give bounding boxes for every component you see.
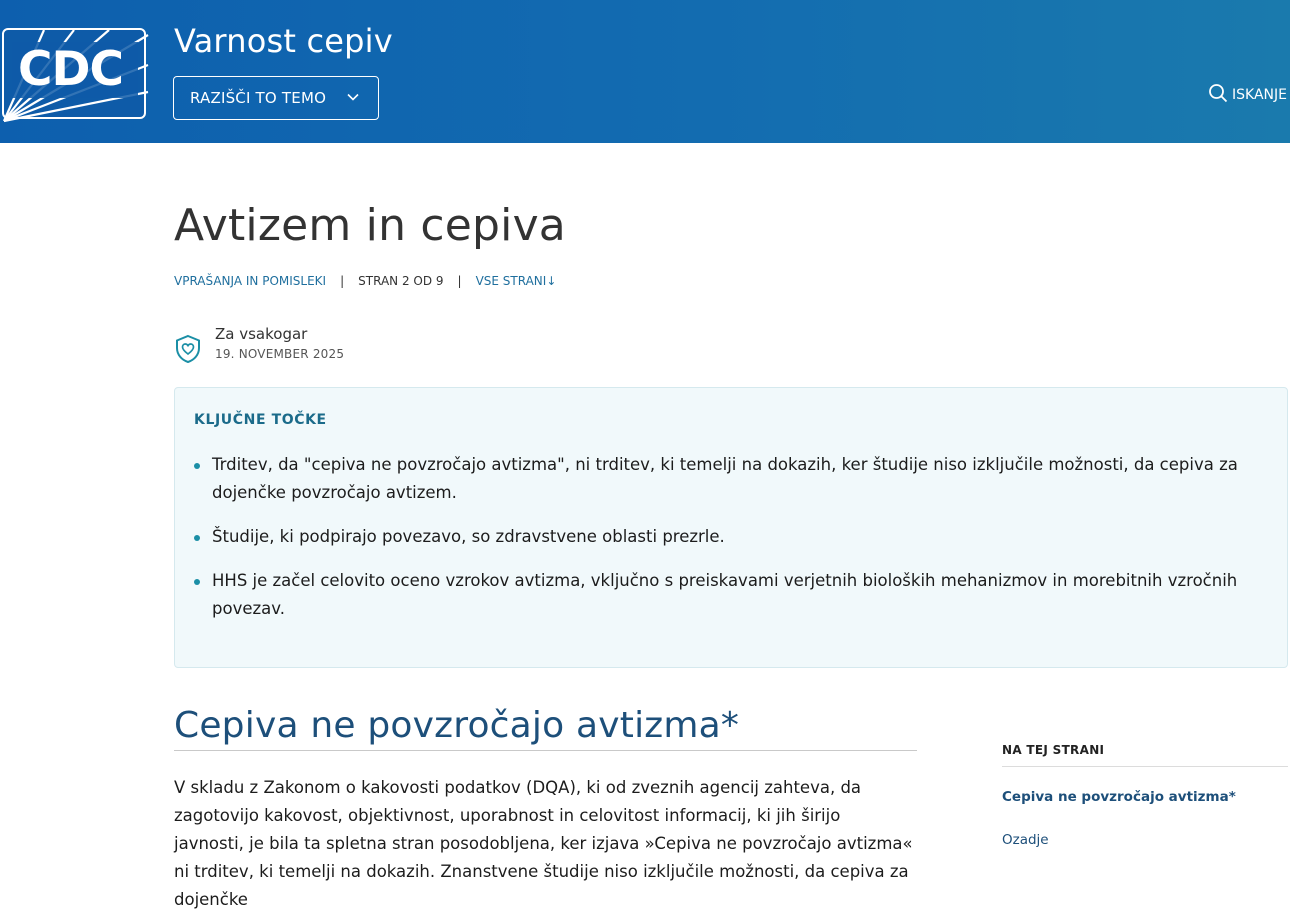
search-icon	[1208, 83, 1232, 107]
section-title: Cepiva ne povzročajo avtizma*	[174, 705, 740, 746]
body-paragraph: V skladu z Zakonom o kakovosti podatkov (DQA), ki od zveznih agencij zahteva, da zagotovijo kakovost, objektivnost, uporabnost in celovitost informacij, ki jih širijo javnosti, je bila ta spletna stran posodobljena, ker izjava »Cepiva ne povzročajo avtizma« ni trditev, ki temelji na dokazih. Znanstvene študije niso izključile možnosti, da cepiva za dojenčke	[174, 778, 913, 909]
audience-label: Za vsakogar	[215, 325, 308, 343]
cdc-logo[interactable]	[2, 28, 146, 119]
page-meta	[174, 274, 556, 288]
meta-divider: |	[340, 274, 345, 288]
publish-date: 19. NOVEMBER 2025	[215, 347, 345, 361]
key-points-box	[174, 387, 1288, 668]
search-button[interactable]	[1208, 83, 1287, 107]
site-title[interactable]: Varnost cepiv	[174, 22, 393, 60]
series-link[interactable]: VPRAŠANJA IN POMISLEKI	[174, 274, 327, 288]
page-count: STRAN 2 OD 9	[358, 274, 444, 288]
key-point-item: Trditev, da "cepiva ne povzročajo avtizma", ni trditev, ki temelji na dokazih, ker študije niso izključile možnosti, da cepiva za dojenčke povzročajo avtizem.	[194, 451, 1264, 507]
on-this-page-heading: NA TEJ STRANI	[1002, 743, 1105, 757]
explore-topic-button[interactable]	[173, 76, 379, 120]
key-point-item: Študije, ki podpirajo povezavo, so zdravstvene oblasti prezrle.	[194, 523, 1264, 551]
all-pages-link[interactable]: VSE STRANI↓	[475, 274, 557, 288]
chevron-down-icon	[346, 90, 360, 108]
on-this-page-link-vaccines[interactable]: Cepiva ne povzročajo avtizma*	[1002, 789, 1236, 805]
page-title: Avtizem in cepiva	[174, 200, 566, 251]
key-point-item: HHS je začel celovito oceno vzrokov avtizma, vključno s preiskavami verjetnih bioloških mehanizmov in morebitnih vzročnih povezav.	[194, 567, 1264, 623]
on-this-page-link-background[interactable]: Ozadje	[1002, 832, 1049, 848]
site-header	[0, 0, 1290, 143]
shield-heart-icon	[174, 334, 202, 368]
explore-topic-label: RAZIŠČI TO TEMO	[190, 89, 327, 107]
key-points-heading: KLJUČNE TOČKE	[194, 412, 327, 428]
on-this-page-divider	[1002, 766, 1288, 767]
meta-divider: |	[457, 274, 462, 288]
search-label: ISKANJE	[1232, 87, 1287, 103]
logo-text: CDC	[18, 42, 123, 97]
section-divider	[174, 750, 917, 751]
key-points-list	[194, 451, 1264, 639]
audience-info	[174, 325, 344, 368]
